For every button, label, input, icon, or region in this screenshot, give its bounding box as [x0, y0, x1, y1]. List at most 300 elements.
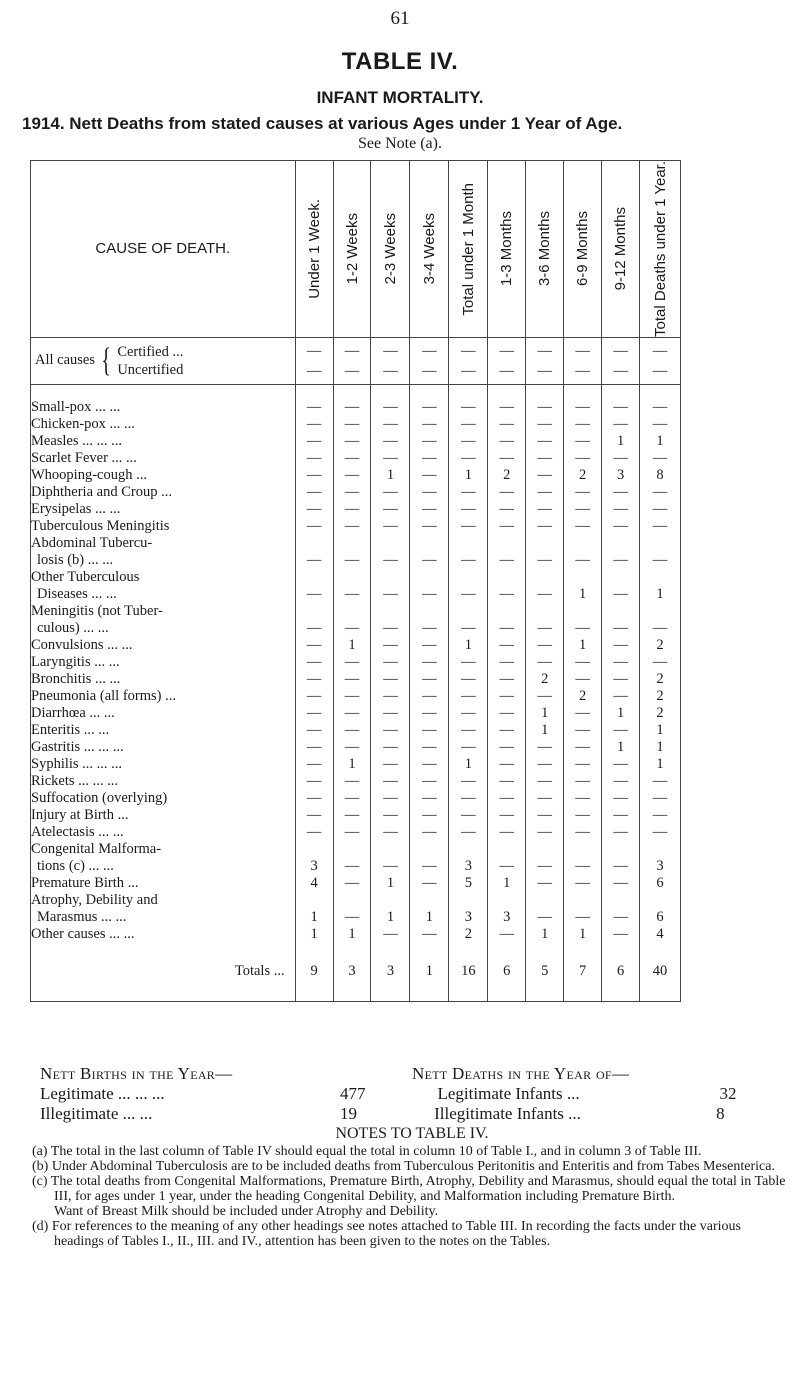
value-cell: —: [333, 654, 371, 671]
value-cell: 5: [449, 875, 488, 892]
value-cell: —: [371, 450, 410, 467]
value-cell: —: [449, 484, 488, 501]
value-cell: —: [640, 416, 681, 433]
column-header: Total under 1 Month: [449, 161, 488, 338]
value-cell: —: [410, 399, 449, 416]
cause-label: Pneumonia (all forms) ...: [31, 687, 176, 704]
value-cell: —: [488, 739, 526, 756]
value-cell: —: [564, 773, 602, 790]
value-cell: —: [295, 739, 333, 756]
value-cell: —: [564, 654, 602, 671]
value-cell: —: [526, 433, 564, 450]
note-c-continued: Want of Breast Milk should be included under Atrophy and Debility.: [54, 1204, 439, 1219]
value-cell: —: [333, 688, 371, 705]
value-cell: —: [488, 722, 526, 739]
value-cell: —: [526, 518, 564, 535]
value-cell: —: [602, 501, 640, 518]
value-cell: —: [371, 637, 410, 654]
value-cell: —: [564, 671, 602, 688]
value-cell: —: [564, 535, 602, 569]
column-header: 3-4 Weeks: [410, 161, 449, 338]
value-cell: —: [333, 501, 371, 518]
table-title: TABLE IV.: [341, 48, 459, 75]
value-cell: —: [449, 518, 488, 535]
value-cell: —: [410, 671, 449, 688]
value-cell: 6: [640, 875, 681, 892]
all-causes-label: All causes: [35, 352, 95, 369]
value-cell: —: [410, 518, 449, 535]
value-cell: —: [295, 399, 333, 416]
value-cell: —: [564, 399, 602, 416]
table-row: [31, 416, 681, 433]
table-row: [31, 603, 681, 637]
value-cell: —: [602, 637, 640, 654]
value-cell: —: [371, 773, 410, 790]
note-c: (c) The total deaths from Congenital Malformations, Premature Birth, Atrophy, Debility and Marasmus, should equal the total in Table III, for ages under 1 year, under the heading Congenital Debility, and Malformation including Premature Birth.: [32, 1174, 786, 1204]
value-cell: —: [602, 773, 640, 790]
value-cell: —: [526, 688, 564, 705]
value-cell: —: [602, 722, 640, 739]
value-cell: —: [526, 450, 564, 467]
value-cell: —: [295, 416, 333, 433]
value-cell: —: [371, 739, 410, 756]
table-row: [31, 433, 681, 450]
births-heading: Nett Births in the Year—: [40, 1064, 233, 1083]
value-cell: —: [410, 416, 449, 433]
value-cell: —: [410, 739, 449, 756]
value-cell: —: [602, 569, 640, 603]
cause-column-header: CAUSE OF DEATH.: [31, 161, 296, 338]
cause-label: Atelectasis ... ...: [31, 823, 124, 840]
deaths-heading: Nett Deaths in the Year of—: [412, 1064, 630, 1083]
see-note: See Note (a).: [358, 135, 442, 152]
value-cell: —: [295, 773, 333, 790]
value-cell: 1: [449, 756, 488, 773]
value-cell: —: [449, 535, 488, 569]
value-cell: —: [371, 841, 410, 875]
value-cell: —: [526, 875, 564, 892]
total-cell: 7: [564, 943, 602, 1002]
cause-label: Convulsions ... ...: [31, 636, 133, 653]
value-cell: —: [333, 518, 371, 535]
table-row: [31, 756, 681, 773]
table-row: [31, 824, 681, 841]
table-row: [31, 467, 681, 484]
value-cell: —: [602, 518, 640, 535]
cause-label: Tuberculous Meningitis: [31, 517, 170, 534]
illegit-births-value: 19: [340, 1104, 357, 1123]
infant-mortality-table: [30, 160, 681, 1002]
value-cell: —: [526, 501, 564, 518]
value-cell: 4: [295, 875, 333, 892]
cause-label: Atrophy, Debility and Marasmus ... ...: [31, 891, 158, 925]
legit-births-label: Legitimate ... ... ...: [40, 1084, 165, 1103]
value-cell: —: [410, 756, 449, 773]
cause-label: Whooping-cough ...: [31, 466, 147, 483]
table-row: [31, 892, 681, 926]
value-cell: —: [371, 824, 410, 841]
value-cell: 1: [564, 926, 602, 943]
value-cell: —: [371, 756, 410, 773]
value-cell: 1: [488, 875, 526, 892]
note-b: (b) Under Abdominal Tuberculosis are to be included deaths from Tuberculous Peritonitis and Enteritis and from Tabes Mesenterica.: [32, 1159, 775, 1174]
value-cell: —: [295, 790, 333, 807]
all-causes-cell: — —: [371, 337, 410, 384]
table-row: [31, 484, 681, 501]
value-cell: —: [640, 824, 681, 841]
value-cell: —: [371, 569, 410, 603]
value-cell: —: [488, 518, 526, 535]
table-row: [31, 569, 681, 603]
value-cell: —: [488, 824, 526, 841]
cause-label: Congenital Malforma- tions (c) ... ...: [31, 840, 162, 874]
value-cell: —: [295, 722, 333, 739]
cause-label: Other causes ... ...: [31, 925, 135, 942]
value-cell: —: [410, 688, 449, 705]
value-cell: 2: [640, 671, 681, 688]
brace-icon: {: [101, 341, 112, 379]
value-cell: —: [602, 603, 640, 637]
value-cell: 2: [449, 926, 488, 943]
value-cell: —: [526, 637, 564, 654]
value-cell: —: [371, 926, 410, 943]
value-cell: —: [488, 654, 526, 671]
value-cell: —: [564, 892, 602, 926]
cause-label: Gastritis ... ... ...: [31, 738, 124, 755]
table-row: [31, 654, 681, 671]
value-cell: —: [371, 688, 410, 705]
notes-heading: NOTES TO TABLE IV.: [335, 1125, 489, 1142]
value-cell: —: [333, 824, 371, 841]
value-cell: —: [449, 773, 488, 790]
summary-block: [32, 1064, 792, 1124]
cause-label: Rickets ... ... ...: [31, 772, 118, 789]
value-cell: —: [640, 654, 681, 671]
all-causes-row: [31, 337, 681, 384]
value-cell: —: [602, 416, 640, 433]
value-cell: 1: [564, 637, 602, 654]
value-cell: 1: [640, 433, 681, 450]
value-cell: —: [371, 501, 410, 518]
table-row: [31, 399, 681, 416]
value-cell: —: [295, 756, 333, 773]
value-cell: —: [449, 603, 488, 637]
total-cell: 40: [640, 943, 681, 1002]
value-cell: —: [410, 926, 449, 943]
all-causes-cell: — —: [488, 337, 526, 384]
table-row: [31, 705, 681, 722]
illegit-deaths-label: Illegitimate Infants ...: [434, 1104, 581, 1123]
value-cell: —: [488, 535, 526, 569]
value-cell: —: [333, 892, 371, 926]
value-cell: —: [602, 807, 640, 824]
totals-row: [31, 943, 681, 1002]
value-cell: —: [295, 603, 333, 637]
header-row: [31, 161, 681, 338]
value-cell: —: [526, 807, 564, 824]
value-cell: —: [526, 756, 564, 773]
value-cell: 1: [295, 892, 333, 926]
value-cell: —: [295, 807, 333, 824]
table-row: [31, 535, 681, 569]
note-a: (a) The total in the last column of Table IV should equal the total in column 10 of Table I., and in column 3 of Table III.: [32, 1144, 702, 1159]
value-cell: —: [410, 654, 449, 671]
certified-label: Certified ...: [117, 343, 184, 360]
totals-label: Totals ...: [234, 963, 285, 980]
value-cell: —: [410, 569, 449, 603]
value-cell: —: [295, 705, 333, 722]
table-row: [31, 926, 681, 943]
value-cell: 1: [526, 705, 564, 722]
value-cell: —: [333, 399, 371, 416]
value-cell: —: [295, 637, 333, 654]
value-cell: —: [333, 875, 371, 892]
value-cell: —: [526, 824, 564, 841]
value-cell: —: [449, 790, 488, 807]
value-cell: —: [333, 722, 371, 739]
value-cell: —: [488, 484, 526, 501]
value-cell: 1: [526, 926, 564, 943]
cause-label: Other Tuberculous Diseases ... ...: [31, 568, 140, 602]
value-cell: —: [371, 433, 410, 450]
cause-label: Laryngitis ... ...: [31, 653, 120, 670]
table-row: [31, 841, 681, 875]
all-causes-cell: — —: [602, 337, 640, 384]
value-cell: —: [333, 705, 371, 722]
value-cell: —: [410, 824, 449, 841]
value-cell: 1: [602, 705, 640, 722]
value-cell: —: [449, 501, 488, 518]
cause-label: Bronchitis ... ...: [31, 670, 121, 687]
value-cell: —: [449, 688, 488, 705]
table-row: [31, 671, 681, 688]
cause-label: Scarlet Fever ... ...: [31, 449, 137, 466]
value-cell: —: [449, 739, 488, 756]
value-cell: —: [602, 688, 640, 705]
value-cell: —: [295, 518, 333, 535]
value-cell: —: [526, 790, 564, 807]
value-cell: —: [449, 722, 488, 739]
value-cell: —: [488, 399, 526, 416]
value-cell: —: [564, 807, 602, 824]
table-heading: 1914. Nett Deaths from stated causes at various Ages under 1 Year of Age.: [22, 114, 623, 133]
table-row: [31, 450, 681, 467]
value-cell: —: [640, 501, 681, 518]
value-cell: —: [371, 671, 410, 688]
value-cell: —: [371, 790, 410, 807]
cause-label: Diarrhœa ... ...: [31, 704, 115, 721]
value-cell: —: [410, 773, 449, 790]
total-cell: 3: [371, 943, 410, 1002]
cause-label: Diphtheria and Croup ...: [31, 483, 172, 500]
value-cell: —: [640, 484, 681, 501]
value-cell: —: [333, 569, 371, 603]
value-cell: —: [564, 484, 602, 501]
value-cell: —: [449, 416, 488, 433]
cause-label: Premature Birth ...: [31, 874, 139, 891]
value-cell: 2: [640, 637, 681, 654]
value-cell: —: [295, 484, 333, 501]
value-cell: —: [449, 569, 488, 603]
value-cell: —: [488, 790, 526, 807]
value-cell: —: [333, 773, 371, 790]
value-cell: —: [449, 824, 488, 841]
value-cell: —: [333, 450, 371, 467]
value-cell: —: [295, 450, 333, 467]
legit-deaths-label: Legitimate Infants ...: [437, 1084, 580, 1103]
value-cell: 1: [640, 739, 681, 756]
value-cell: —: [526, 484, 564, 501]
value-cell: 1: [371, 892, 410, 926]
value-cell: 2: [564, 467, 602, 484]
value-cell: —: [526, 535, 564, 569]
value-cell: —: [602, 535, 640, 569]
value-cell: —: [371, 807, 410, 824]
all-causes-cell: — —: [564, 337, 602, 384]
value-cell: 3: [449, 892, 488, 926]
value-cell: —: [449, 671, 488, 688]
value-cell: —: [526, 399, 564, 416]
value-cell: 3: [295, 841, 333, 875]
value-cell: —: [449, 450, 488, 467]
cause-label: Syphilis ... ... ...: [31, 755, 123, 772]
value-cell: —: [371, 705, 410, 722]
value-cell: —: [488, 416, 526, 433]
total-cell: 16: [449, 943, 488, 1002]
value-cell: —: [640, 790, 681, 807]
value-cell: —: [333, 467, 371, 484]
value-cell: —: [640, 450, 681, 467]
value-cell: —: [410, 501, 449, 518]
value-cell: —: [449, 433, 488, 450]
value-cell: —: [602, 484, 640, 501]
value-cell: —: [564, 450, 602, 467]
all-causes-cell: — —: [295, 337, 333, 384]
total-cell: 6: [602, 943, 640, 1002]
cause-label: Abdominal Tubercu- losis (b) ... ...: [31, 534, 153, 568]
value-cell: —: [295, 688, 333, 705]
value-cell: —: [640, 807, 681, 824]
cause-label: Injury at Birth ...: [31, 806, 129, 823]
value-cell: 3: [449, 841, 488, 875]
value-cell: —: [564, 705, 602, 722]
value-cell: —: [488, 688, 526, 705]
cause-label: Measles ... ... ...: [31, 432, 123, 449]
value-cell: —: [410, 807, 449, 824]
value-cell: —: [602, 756, 640, 773]
value-cell: —: [449, 807, 488, 824]
value-cell: —: [371, 416, 410, 433]
value-cell: 2: [640, 688, 681, 705]
value-cell: —: [526, 773, 564, 790]
value-cell: —: [295, 671, 333, 688]
value-cell: 1: [333, 756, 371, 773]
value-cell: —: [410, 637, 449, 654]
value-cell: —: [410, 875, 449, 892]
all-causes-cell: — —: [449, 337, 488, 384]
value-cell: —: [488, 807, 526, 824]
value-cell: —: [371, 399, 410, 416]
uncertified-label: Uncertified: [117, 361, 184, 378]
value-cell: 2: [564, 688, 602, 705]
all-causes-cell: — —: [526, 337, 564, 384]
table-row: [31, 790, 681, 807]
value-cell: 1: [602, 739, 640, 756]
value-cell: 4: [640, 926, 681, 943]
value-cell: —: [410, 433, 449, 450]
value-cell: —: [602, 824, 640, 841]
value-cell: 2: [640, 705, 681, 722]
value-cell: —: [564, 841, 602, 875]
value-cell: —: [564, 756, 602, 773]
value-cell: —: [410, 467, 449, 484]
value-cell: 1: [640, 569, 681, 603]
value-cell: —: [410, 603, 449, 637]
value-cell: —: [640, 603, 681, 637]
value-cell: —: [526, 892, 564, 926]
value-cell: —: [564, 501, 602, 518]
total-cell: 3: [333, 943, 371, 1002]
value-cell: —: [371, 484, 410, 501]
value-cell: —: [488, 637, 526, 654]
value-cell: —: [488, 773, 526, 790]
total-cell: 5: [526, 943, 564, 1002]
column-header: 6-9 Months: [564, 161, 602, 338]
value-cell: —: [640, 399, 681, 416]
value-cell: —: [333, 841, 371, 875]
value-cell: —: [526, 467, 564, 484]
value-cell: —: [488, 450, 526, 467]
column-header: Under 1 Week.: [295, 161, 333, 338]
all-causes-cell: — —: [640, 337, 681, 384]
value-cell: —: [333, 416, 371, 433]
value-cell: —: [602, 671, 640, 688]
table-row: [31, 773, 681, 790]
value-cell: —: [410, 450, 449, 467]
value-cell: —: [526, 841, 564, 875]
value-cell: 2: [526, 671, 564, 688]
value-cell: —: [488, 671, 526, 688]
legit-births-value: 477: [340, 1084, 366, 1103]
value-cell: —: [371, 603, 410, 637]
value-cell: 1: [449, 467, 488, 484]
value-cell: 1: [371, 467, 410, 484]
value-cell: 1: [640, 722, 681, 739]
value-cell: —: [488, 705, 526, 722]
table-row: [31, 637, 681, 654]
value-cell: —: [602, 875, 640, 892]
value-cell: 3: [640, 841, 681, 875]
column-header: 2-3 Weeks: [371, 161, 410, 338]
value-cell: —: [295, 654, 333, 671]
value-cell: —: [564, 416, 602, 433]
value-cell: —: [333, 790, 371, 807]
illegit-births-label: Illegitimate ... ...: [40, 1104, 153, 1123]
value-cell: —: [564, 433, 602, 450]
page-number: 61: [390, 8, 410, 29]
notes-block: [32, 1126, 792, 1249]
value-cell: —: [410, 484, 449, 501]
value-cell: —: [449, 399, 488, 416]
value-cell: —: [295, 569, 333, 603]
total-cell: 6: [488, 943, 526, 1002]
table-row: [31, 807, 681, 824]
value-cell: 1: [410, 892, 449, 926]
value-cell: —: [564, 790, 602, 807]
column-header: Total Deaths under 1 Year.: [640, 161, 681, 338]
column-header: 9-12 Months: [602, 161, 640, 338]
value-cell: 1: [295, 926, 333, 943]
